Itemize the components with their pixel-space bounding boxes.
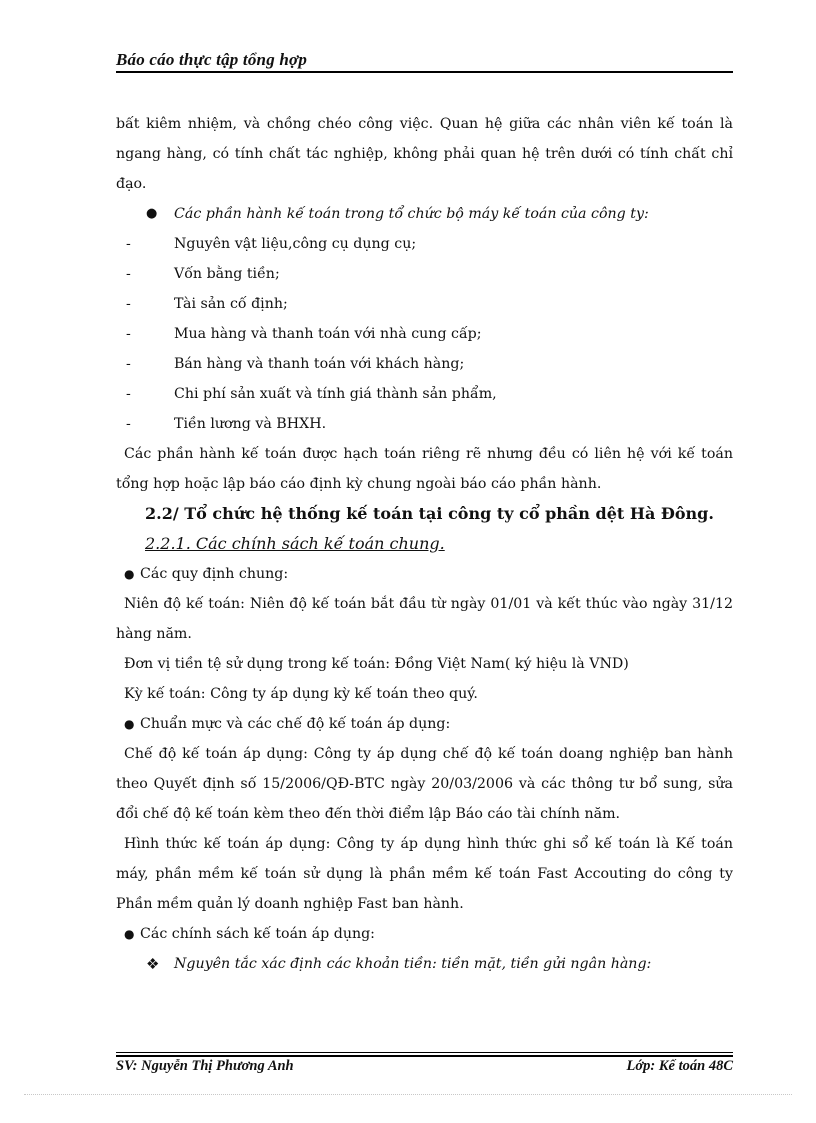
bullet-icon: ● bbox=[124, 927, 135, 941]
diamond-bullet-icon: ❖ bbox=[146, 955, 160, 973]
paragraph-parts-summary: Các phần hành kế toán được hạch toán riêng rẽ nhưng đều có liên hệ với kế toán tổng hợp hoặc lập báo cáo định kỳ chung ngoài báo cáo phần hành. bbox=[116, 446, 733, 492]
policies-item bbox=[116, 919, 733, 949]
accounting-parts-heading: Các phần hành kế toán trong tổ chức bộ máy kế toán của công ty: bbox=[174, 206, 649, 222]
general-rules-label: Các quy định chung: bbox=[140, 566, 289, 582]
page-header-title: Báo cáo thực tập tổng hợp bbox=[116, 50, 308, 69]
standards-item bbox=[116, 709, 733, 739]
list-item bbox=[116, 289, 733, 319]
page-body bbox=[116, 109, 733, 979]
footer-class: Lớp: Kế toán 48C bbox=[626, 1058, 733, 1074]
dash-icon: - bbox=[126, 416, 131, 432]
cash-principle-text: Nguyên tắc xác định các khoản tiền: tiền mặt, tiền gửi ngân hàng: bbox=[174, 956, 652, 972]
page-boundary bbox=[24, 1094, 792, 1095]
subsection-heading: 2.2.1. Các chính sách kế toán chung. bbox=[145, 534, 445, 553]
section-heading: 2.2/ Tổ chức hệ thống kế toán tại công ty cổ phần dệt Hà Đông. bbox=[145, 504, 714, 523]
accounting-parts-heading-item bbox=[116, 199, 733, 229]
bullet-icon: ● bbox=[124, 717, 135, 731]
list-item-text: Vốn bằng tiền; bbox=[174, 266, 280, 282]
list-item bbox=[116, 259, 733, 289]
list-item bbox=[116, 409, 733, 439]
list-item-text: Nguyên vật liệu,công cụ dụng cụ; bbox=[174, 236, 417, 252]
list-item bbox=[116, 319, 733, 349]
list-item bbox=[116, 349, 733, 379]
policies-label: Các chính sách kế toán áp dụng: bbox=[140, 926, 375, 942]
cash-principle-item bbox=[116, 949, 733, 979]
bullet-icon: ● bbox=[146, 206, 158, 221]
footer-divider bbox=[116, 1052, 733, 1053]
paragraph-intro: bất kiêm nhiệm, và chồng chéo công việc. Quan hệ giữa các nhân viên kế toán là ngang hàng, có tính chất tác nghiệp, không phải quan hệ trên dưới có tính chất chỉ đạo. bbox=[116, 116, 733, 192]
dash-icon: - bbox=[126, 326, 131, 342]
footer-student-name: SV: Nguyễn Thị Phương Anh bbox=[116, 1058, 294, 1074]
list-item-text: Chi phí sản xuất và tính giá thành sản phẩm, bbox=[174, 386, 497, 402]
paragraph-form: Hình thức kế toán áp dụng: Công ty áp dụng hình thức ghi sổ kế toán là Kế toán máy, phần mềm kế toán sử dụng là phần mềm kế toán Fast Accouting do công ty Phần mềm quản lý doanh nghiệp Fast ban hành. bbox=[116, 836, 733, 912]
list-item bbox=[116, 229, 733, 259]
header-divider bbox=[116, 71, 733, 73]
paragraph-fiscal-year: Niên độ kế toán: Niên độ kế toán bắt đầu từ ngày 01/01 và kết thúc vào ngày 31/12 hàng năm. bbox=[116, 596, 733, 642]
standards-label: Chuẩn mực và các chế độ kế toán áp dụng: bbox=[140, 716, 451, 732]
dash-icon: - bbox=[126, 356, 131, 372]
dash-icon: - bbox=[126, 296, 131, 312]
paragraph-regime: Chế độ kế toán áp dụng: Công ty áp dụng chế độ kế toán doang nghiệp ban hành theo Quyết định số 15/2006/QĐ-BTC ngày 20/03/2006 và các thông tư bổ sung, sửa đổi chế độ kế toán kèm theo đến thời điểm lập Báo cáo tài chính năm. bbox=[116, 746, 733, 822]
list-item-text: Mua hàng và thanh toán với nhà cung cấp; bbox=[174, 326, 482, 342]
paragraph-currency: Đơn vị tiền tệ sử dụng trong kế toán: Đồng Việt Nam( ký hiệu là VND) bbox=[124, 656, 629, 672]
dash-icon: - bbox=[126, 236, 131, 252]
bullet-icon: ● bbox=[124, 567, 135, 581]
dash-icon: - bbox=[126, 386, 131, 402]
footer-divider-thick bbox=[116, 1055, 733, 1057]
list-item-text: Bán hàng và thanh toán với khách hàng; bbox=[174, 356, 465, 372]
list-item bbox=[116, 379, 733, 409]
paragraph-period: Kỳ kế toán: Công ty áp dụng kỳ kế toán theo quý. bbox=[124, 686, 478, 702]
dash-icon: - bbox=[126, 266, 131, 282]
general-rules-item bbox=[116, 559, 733, 589]
list-item-text: Tiền lương và BHXH. bbox=[174, 416, 327, 432]
list-item-text: Tài sản cố định; bbox=[174, 296, 288, 312]
